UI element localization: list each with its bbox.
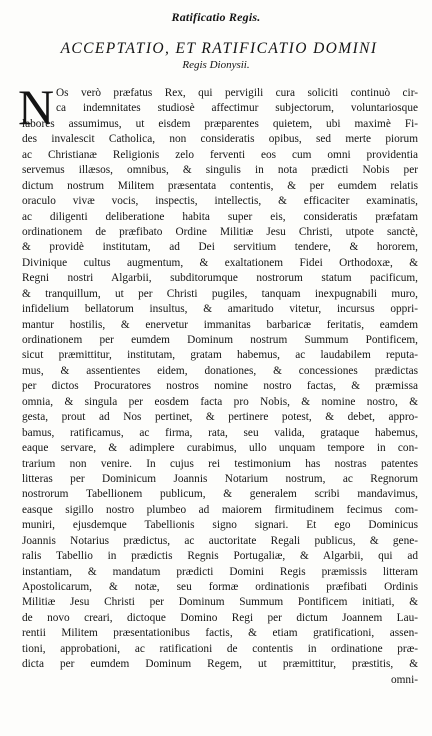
text-line: de novo creari, dictoque Domino Regi per dictum Joannem Lau- [22,611,418,624]
text-line: dicta per eumdem Dominum Regem, ut præmittitur, præstitis, & [22,658,418,671]
text-line: dictum nostrum Militem præsentata contentis, & per eumdem relatis [22,179,418,192]
text-line: Joannis Notarius prædictus, ac auctoritate Regali publicus, & gene- [22,534,418,547]
text-line: Divinique cultus augmentum, & exaltationem Fidei Orthodoxæ, & [22,256,418,269]
text-line: tioni, approbationi, ac ratificationi de contentis in ordinatione præ- [22,642,418,655]
text-line: nostrorum Tabellionem publicum, & generalem scribi mandavimus, [22,488,418,501]
text-line: omni- [391,673,418,686]
drop-cap: N [18,79,55,135]
text-line: & tranquillum, ut per Christi pugiles, tanquam inexpugnabili muro, [22,287,418,300]
text-line: per dictos Procuratores nostros nomine nostro factas, & præmissa [22,380,418,393]
text-line: ac diligenti deliberatione habita super eis, consideratis præfatam [22,210,418,223]
text-line: ordinationem de præfibato Ordine Militiæ Jesu Christi, utpote sanctè, [22,225,418,238]
running-head: Ratificatio Regis. [171,10,261,24]
text-line: servemus illæsos, omnibus, & singulis in nota prædicti Nobis per [22,164,418,177]
text-line: des invalescit Catholica, non consideratis opibus, sed merte piorum [22,133,418,146]
text-line: ordinationem per eumdem Dominum nostrum Summum Pontificem, [22,334,418,346]
text-line: muniri, ejusdemque Tabellionis signo signari. Et ego Dominicus [22,519,418,532]
text-line: labores assumimus, ut eisdem præparentes quietem, ubi maximè Fi- [22,117,418,130]
text-line: ca indemnitates studiosè affectimur subjectorum, voluntariosque [56,102,418,115]
text-line: bamus, ratificamus, ac firma, rata, seu valida, grataque habemus, [22,426,418,439]
text-line: trarium non venire. In cujus rei testimonium has nostras patentes [22,457,418,470]
text-line: Apostolicarum, & notæ, seu formæ ordinationis præfibati Ordinis [22,581,418,593]
text-line: rentii Militem præsentationibus factis, & etiam gratificationi, assen- [22,627,418,640]
text-line: Regni nostri Algarbii, subditorumque nostrorum statum pacificum, [22,272,418,285]
body-text [0,79,432,688]
text-line: omnia, & singula per eosdem facta pro Nobis, & nomine nostro, & [22,395,418,408]
text-line: infidelium bellatorum insultus, & amaritudo vitetur, incursus oppri- [22,303,418,316]
text-line: mantur hostilis, & enervetur immanitas barbaricæ feritatis, eamdem [22,318,418,331]
text-line: ac Christianæ Religionis zelo ferventi eos cum omni providentia [22,148,418,161]
text-line: mus, & assentientes eidem, donationes, & concessiones prædictas [22,364,418,377]
text-line: instantiam, & mandatum prædicti Domini Regis præmissis litteram [22,565,418,578]
text-line: litteras per Dominicum Joannis Notarium nostrum, ac Regnorum [22,472,418,485]
text-line: Militiæ Jesu Christi per Dominum Summum Pontificem initiati, & [22,596,418,609]
text-line: Os verò præfatus Rex, qui pervigili cura soliciti continuò cir- [56,87,418,99]
text-line: & providè institutam, ad Dei servitium tendere, & hororem, [22,241,418,254]
text-line: ralis Tabellio in prædictis Regnis Portugaliæ, & Algarbii, qui ad [22,550,418,563]
text-line: gesta, prout ad Nos pertinet, & pertinere potest, & debet, appro- [22,411,418,424]
document-subtitle: Regis Dionysii. [182,59,250,71]
document-title: ACCEPTATIO, ET RATIFICATIO DOMINI [60,40,378,57]
text-line: sicut præmittitur, institutam, gratam habemus, ac laudabilem reputa- [22,349,418,362]
text-line: eaque servare, & adimplere curabimus, ullo unquam tempore in con- [22,442,418,455]
text-line: oraculo vivæ vocis, inspectis, intellectis, & efficaciter examinatis, [22,195,418,208]
text-line: easque sigillo nostro plumbeo ad maiorem firmitudinem fecimus com- [22,503,418,516]
